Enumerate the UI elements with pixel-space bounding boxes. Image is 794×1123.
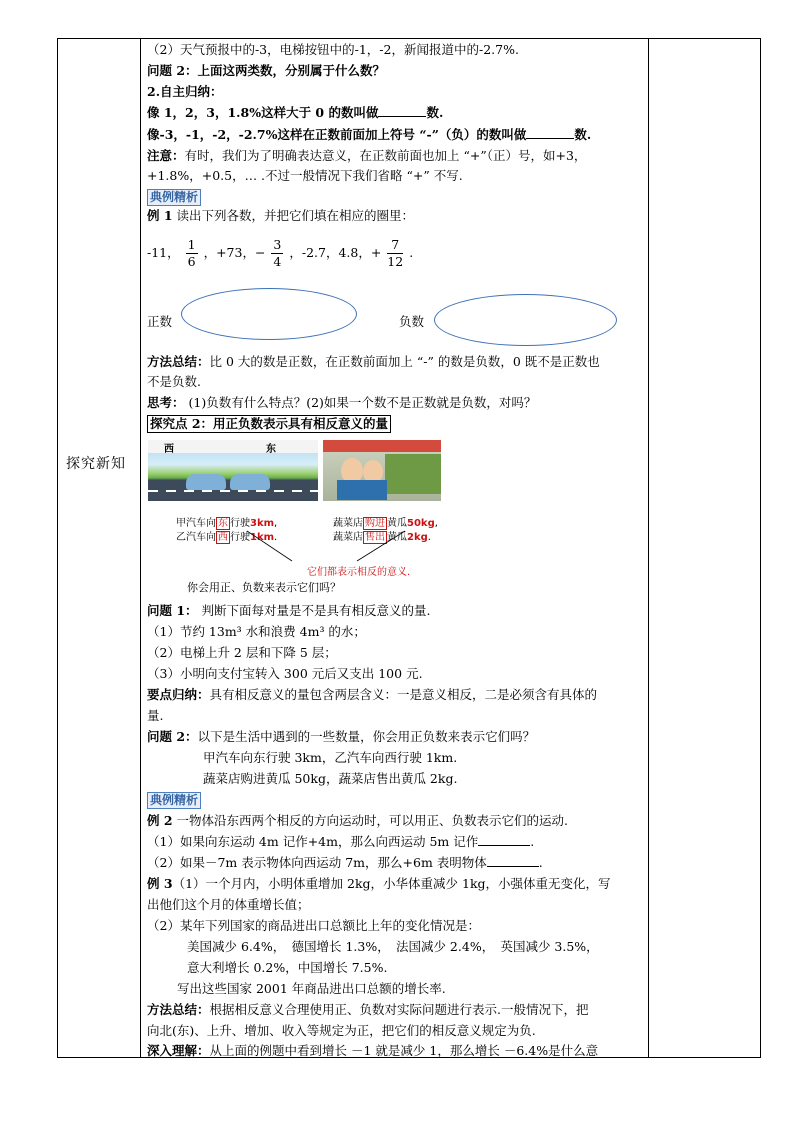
car-picture [230,474,270,490]
text-line: 美国减少 6.4%， 德国增长 1.3%， 法国减少 2.4%， 英国减少 3.5%， [187,939,599,954]
example-2-part-1: （1）如果向东运动 4m 记作+4m，那么向西运动 5m 记作 . [147,834,535,849]
example-2: 例 2 一物体沿东西两个相反的方向运动时，可以用正、负数表示它们的运动. [147,813,569,828]
question-2: 问题 2：上面这两类数，分别属于什么数？ [147,63,386,78]
point-2-heading: 探究点 2：用正负数表示具有相反意义的量 [147,415,391,433]
text-line: （2）某年下列国家的商品进出口总额比上年的变化情况是： [147,918,480,933]
positive-definition: 像 1，2，3，1.8%这样大于 0 的数叫做 数. [147,105,444,120]
example-1: 例 1 读出下列各数，并把它们填在相应的圈里： [147,208,415,223]
car-picture [186,474,226,490]
text-line: （1）节约 13m³ 水和浪费 4m³ 的水； [147,624,366,639]
positive-set-label: 正数 [147,314,173,329]
lesson-table [57,38,761,1058]
text-line: 意大利增长 0.2%，中国增长 7.5%. [187,960,388,975]
west-label: 西 [164,444,174,455]
text-line: （2）电梯上升 2 层和下降 5 层； [147,645,337,660]
example-tag: 典例精析 [147,188,201,206]
question-2b: 问题 2：以下是生活中遇到的一些数量，你会用正负数来表示它们吗？ [147,729,536,744]
text-line: 蔬菜店购进黄瓜 50kg，蔬菜店售出黄瓜 2kg. [203,771,458,786]
answer-blank [526,126,574,139]
notes-column [648,39,760,1057]
method-summary-2: 方法总结：根据相反意义合理使用正、负数对实际问题进行表示.一般情况下，把 [147,1002,589,1017]
east-label: 东 [266,444,276,455]
number-list: -11， $\frac{1}{6}$ ，+73，− $\frac{3}{4}$ ，-2.7，4.8，+ $\frac{7}{12}$ . [147,237,414,269]
deep-understanding: 深入理解：从上面的例题中看到增长 －1 就是减少 1，那么增长 －6.4%是什么意 [147,1043,599,1058]
example-tag: 典例精析 [147,791,201,809]
text-line: 不是负数. [147,374,201,389]
answer-blank [487,854,539,867]
text-line: 写出这些国家 2001 年商品进出口总额的增长率. [177,981,446,996]
figure-note: 它们都表示相反的意义. [307,567,411,578]
car-caption-2: 乙汽车向 西 行驶1km. [176,532,278,543]
text-line: （3）小明向支付宝转入 300 元后又支出 100 元. [147,666,423,681]
section-label: 探究新知 [66,456,126,472]
section-column [58,39,141,1057]
text-line: 向北(东)、上升、增加、收入等规定为正，把它们的相反意义规定为负. [147,1023,536,1038]
summary-heading: 2.自主归纳： [147,84,223,99]
positive-set-ellipse [181,288,357,340]
fraction: $\frac{1}{6}$ [187,237,196,269]
veg-caption-1: 蔬菜店 购进 黄瓜50kg, [333,518,438,529]
key-points: 要点归纳：具有相反意义的量包含两层含义：一是意义相反，二是必须含有具体的 [147,687,598,702]
text-line: 量. [147,708,164,723]
veg-caption-2: 蔬菜店 售出 黄瓜2kg. [333,532,431,543]
grocery-picture [323,440,441,501]
road-picture [148,440,318,501]
negative-set-ellipse [434,294,617,346]
text-line: +1.8%，+0.5，… .不过一般情况下我们省略 “+” 不写. [147,168,463,183]
answer-blank [478,833,530,846]
text-line: （2）天气预报中的-3，电梯按钮中的-1，-2，新闻报道中的-2.7%. [147,42,519,57]
negative-set-label: 负数 [399,314,425,329]
negative-definition: 像-3，-1，-2，-2.7%这样在正数前面加上符号 “-”（负）的数叫做 数. [147,127,592,142]
example-2-part-2: （2）如果－7m 表示物体向西运动 7m，那么+6m 表明物体 . [147,855,543,870]
text-line: 甲汽车向东行驶 3km，乙汽车向西行驶 1km. [203,750,458,765]
text-line: 出他们这个月的体重增长值； [147,897,310,912]
method-summary: 方法总结：比 0 大的数是正数，在正数前面加上 “-” 的数是负数，0 既不是正数也 [147,354,600,369]
example-3: 例 3（1）一个月内，小明体重增加 2kg，小华体重减少 1kg，小强体重无变化，写 [147,876,611,891]
figure-question: 你会用正、负数来表示它们吗？ [187,581,341,594]
car-caption-1: 甲汽车向 东 行驶3km, [176,518,278,529]
fraction: $\frac{3}{4}$ [273,237,282,269]
note-line: 注意：有时，我们为了明确表达意义，在正数前面也加上 “+”（正）号，如+3， [147,148,587,163]
connector-lines [147,511,447,571]
question-1: 问题 1： 判断下面每对量是不是具有相反意义的量. [147,603,431,618]
think-line: 思考： (1)负数有什么特点？(2)如果一个数不是正数就是负数，对吗？ [147,395,537,410]
fraction: $\frac{7}{12}$ [387,237,404,269]
answer-blank [378,104,426,117]
